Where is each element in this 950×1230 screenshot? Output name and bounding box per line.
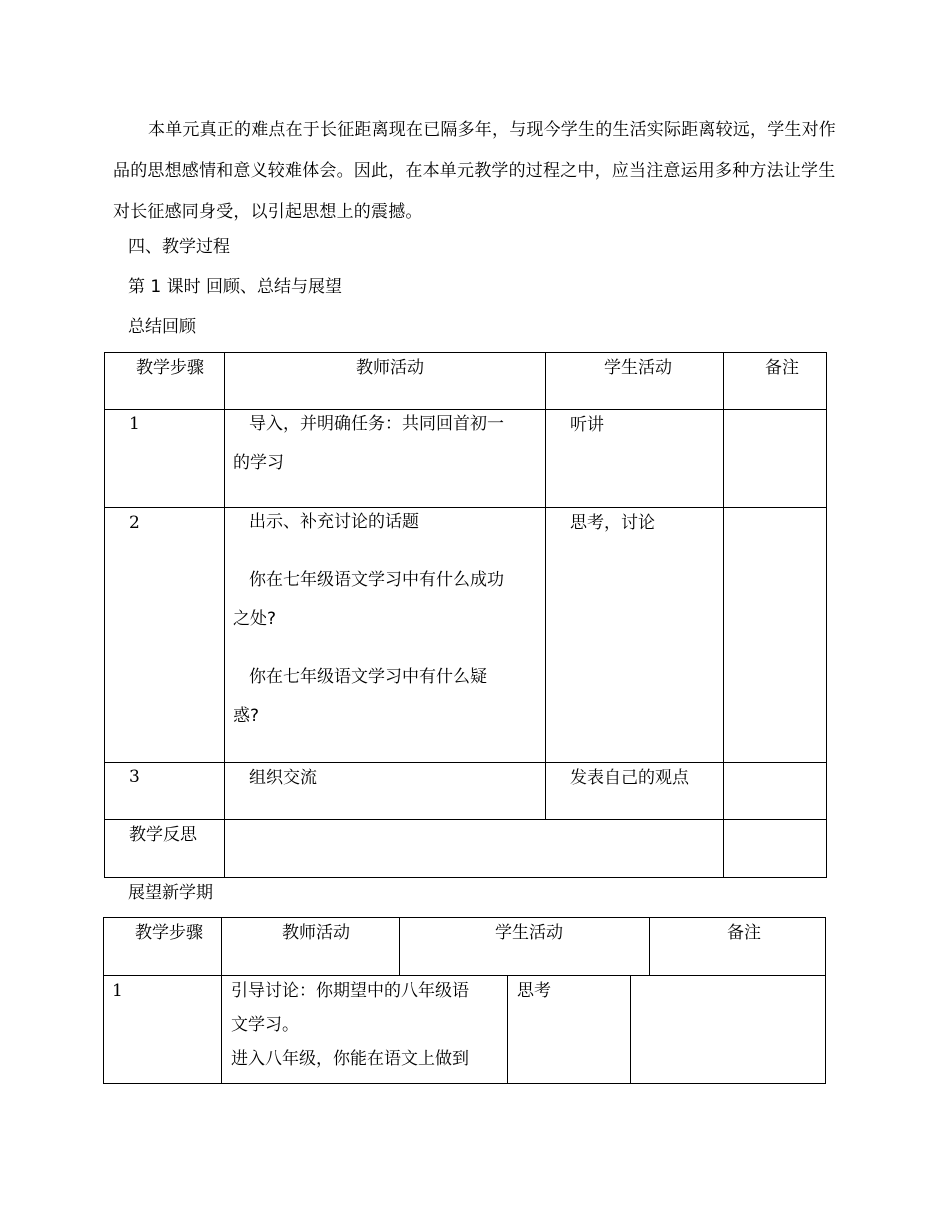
intro-paragraph: 本单元真正的难点在于长征距离现在已隔多年，与现今学生的生活实际距离较远，学生对作品的思想感情和意义较难体会。因此，在本单元教学的过程之中，应当注意运用多种方法让学生对长征感同身受，以引起思想上的震撼。 bbox=[113, 120, 836, 222]
t2-row1-student-activity: 思考 bbox=[517, 981, 551, 1001]
t2-row1-step: 1 bbox=[112, 981, 123, 1001]
row2-teacher-line2: 你在七年级语文学习中有什么成功 bbox=[249, 570, 504, 590]
new-term-table bbox=[103, 917, 826, 1084]
subsection-summary-review: 总结回顾 bbox=[128, 317, 196, 337]
row3-student-activity: 发表自己的观点 bbox=[570, 768, 689, 788]
row1-step: 1 bbox=[129, 414, 140, 434]
row2-teacher-activity bbox=[233, 503, 539, 736]
row3-step: 3 bbox=[129, 767, 140, 787]
t2-header-teaching-step: 教学步骤 bbox=[135, 923, 203, 943]
summary-review-table bbox=[104, 352, 827, 878]
row2-teacher-line4: 你在七年级语文学习中有什么疑 bbox=[249, 667, 487, 687]
row1-teacher-line2: 的学习 bbox=[233, 453, 284, 473]
row2-teacher-line5: 惑? bbox=[233, 706, 260, 726]
header-teacher-activity: 教师活动 bbox=[356, 358, 424, 378]
t2-header-teacher-activity: 教师活动 bbox=[282, 923, 350, 943]
row1-student-activity: 听讲 bbox=[570, 415, 604, 435]
row2-teacher-line1: 出示、补充讨论的话题 bbox=[249, 512, 419, 532]
header-student-activity: 学生活动 bbox=[604, 358, 672, 378]
row1-teacher-line1: 导入，并明确任务：共同回首初一 bbox=[249, 414, 504, 434]
row1-teacher-activity bbox=[233, 405, 539, 483]
lesson-title: 第 1 课时 回顾、总结与展望 bbox=[128, 277, 343, 297]
t2-row1-teacher-line2: 文学习。 bbox=[231, 1015, 299, 1035]
teaching-reflection-label: 教学反思 bbox=[129, 825, 197, 845]
row2-step: 2 bbox=[129, 513, 140, 533]
t2-row1-teacher-line3: 进入八年级，你能在语文上做到 bbox=[231, 1049, 469, 1069]
t2-row1-teacher-line1: 引导讨论：你期望中的八年级语 bbox=[231, 981, 469, 1001]
t2-header-student-activity: 学生活动 bbox=[495, 923, 563, 943]
t2-row1-teacher-activity bbox=[231, 974, 503, 1076]
row3-teacher-activity: 组织交流 bbox=[249, 768, 317, 788]
t2-header-notes: 备注 bbox=[727, 923, 761, 943]
subsection-new-term: 展望新学期 bbox=[128, 883, 213, 903]
section-heading: 四、教学过程 bbox=[128, 237, 230, 257]
header-teaching-step: 教学步骤 bbox=[136, 358, 204, 378]
header-notes: 备注 bbox=[765, 358, 799, 378]
row2-student-activity: 思考，讨论 bbox=[570, 513, 655, 533]
row2-teacher-line3: 之处? bbox=[233, 609, 277, 629]
